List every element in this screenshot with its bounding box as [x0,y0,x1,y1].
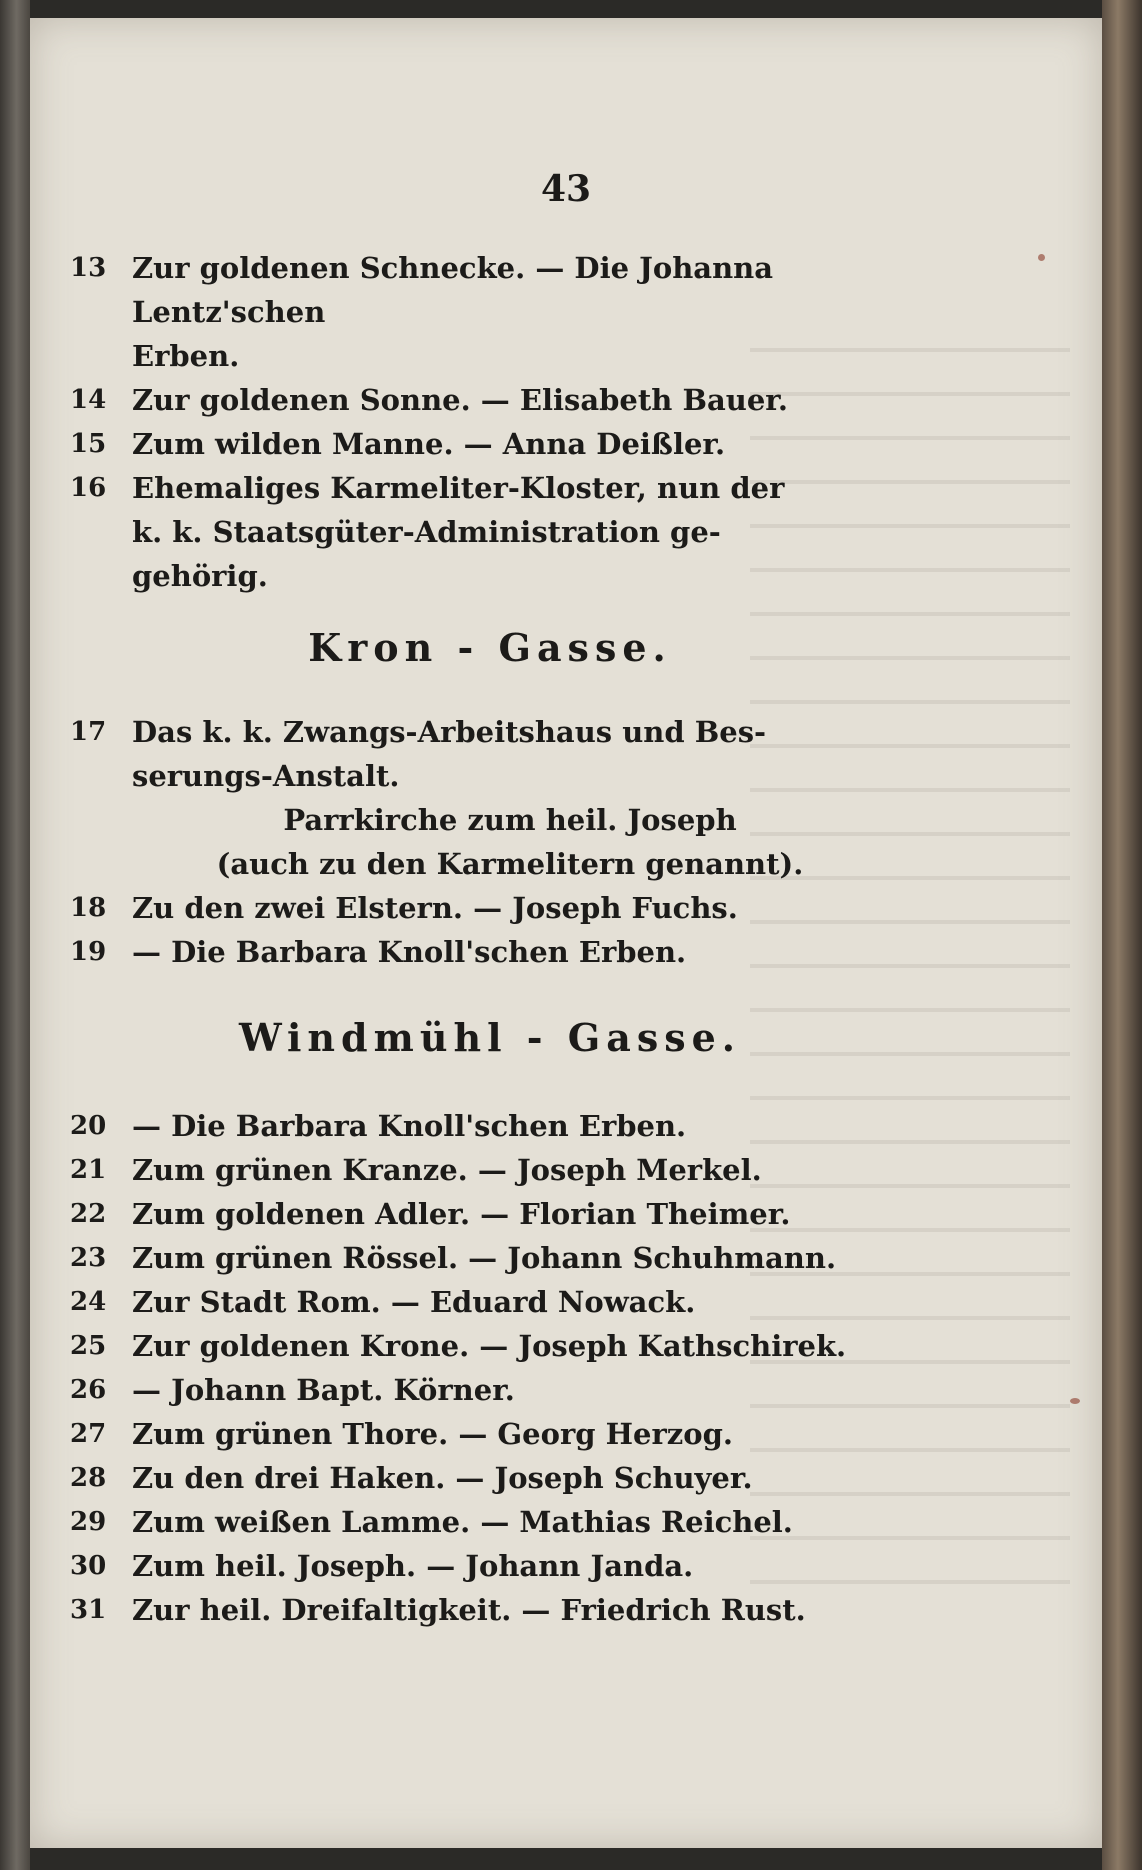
section-heading: Windmühl - Gasse. [238,1015,742,1060]
entry-text: Zur heil. Dreifaltigkeit. — Friedrich Rust. [132,1593,806,1627]
list-item [30,1456,950,1500]
entry-text: Zum grünen Rössel. — Johann Schuhmann. [132,1241,837,1275]
list-item [30,422,950,466]
ink-spot [1070,1398,1080,1404]
list-item [30,1500,950,1544]
house-number: 20 [70,1111,107,1141]
list-item [30,1280,950,1324]
entry-text: Zur goldenen Sonne. — Elisabeth Bauer. [132,383,789,417]
house-number: 18 [70,893,107,923]
entry-text: Zum grünen Thore. — Georg Herzog. [132,1417,733,1451]
house-number: 14 [70,385,107,415]
house-number: 28 [70,1463,107,1493]
entry-text: Zu den zwei Elstern. — Joseph Fuchs. [132,891,738,925]
list-item [30,1544,950,1588]
entry-text: Zur Stadt Rom. — Eduard Nowack. [132,1285,696,1319]
entry-text: Zum goldenen Adler. — Florian Theimer. [132,1197,791,1231]
church-note: Parrkirche zum heil. Joseph (auch zu den Karmelitern genannt). [216,803,804,881]
house-number: 31 [70,1595,107,1625]
list-item [30,466,950,598]
house-number: 29 [70,1507,107,1537]
list-item [30,246,950,378]
ink-spot [1038,254,1045,261]
house-number: 27 [70,1419,107,1449]
entry-text: Ehemaliges Karmeliter-Kloster, nun der k. k. Staatsgüter-Administration ge- gehörig. [132,471,785,593]
list-item [30,930,950,974]
list-item [30,1368,950,1412]
book-edge [1102,0,1142,1870]
house-number: 17 [70,717,107,747]
entry-text: — Johann Bapt. Körner. [132,1373,515,1407]
entry-text: Das k. k. Zwangs-Arbeitshaus und Bes- serungs-Anstalt. [132,715,767,793]
entry-text: Zum heil. Joseph. — Johann Janda. [132,1549,694,1583]
left-page-edge [0,0,30,1870]
list-item [30,1148,950,1192]
page-number: 43 [540,168,592,210]
list-item [30,886,950,930]
house-number: 24 [70,1287,107,1317]
house-number: 22 [70,1199,107,1229]
house-number: 16 [70,473,107,503]
house-number: 26 [70,1375,107,1405]
list-item [30,1412,950,1456]
list-item [30,1104,950,1148]
house-number: 21 [70,1155,107,1185]
entry-text: Zur goldenen Krone. — Joseph Kathschirek. [132,1329,847,1363]
house-number: 30 [70,1551,107,1581]
list-item [30,1192,950,1236]
entry-text: Zum wilden Manne. — Anna Deißler. [132,427,726,461]
list-item [30,710,950,798]
house-number: 23 [70,1243,107,1273]
entry-text: — Die Barbara Knoll'schen Erben. [132,1109,687,1143]
list-item [30,1324,950,1368]
entry-text: Zu den drei Haken. — Joseph Schuyer. [132,1461,753,1495]
list-item [30,378,950,422]
page [30,18,1102,1848]
entry-text: Zum weißen Lamme. — Mathias Reichel. [132,1505,793,1539]
house-number: 15 [70,429,107,459]
section-heading: Kron - Gasse. [308,625,672,670]
house-number: 13 [70,253,107,283]
entry-text: Zum grünen Kranze. — Joseph Merkel. [132,1153,762,1187]
entry-text: — Die Barbara Knoll'schen Erben. [132,935,687,969]
page-content [30,246,950,1632]
house-number: 25 [70,1331,107,1361]
list-item [30,1236,950,1280]
list-item [30,1588,950,1632]
house-number: 19 [70,937,107,967]
entry-text: Zur goldenen Schnecke. — Die Johanna Lentz'schen Erben. [132,251,774,373]
